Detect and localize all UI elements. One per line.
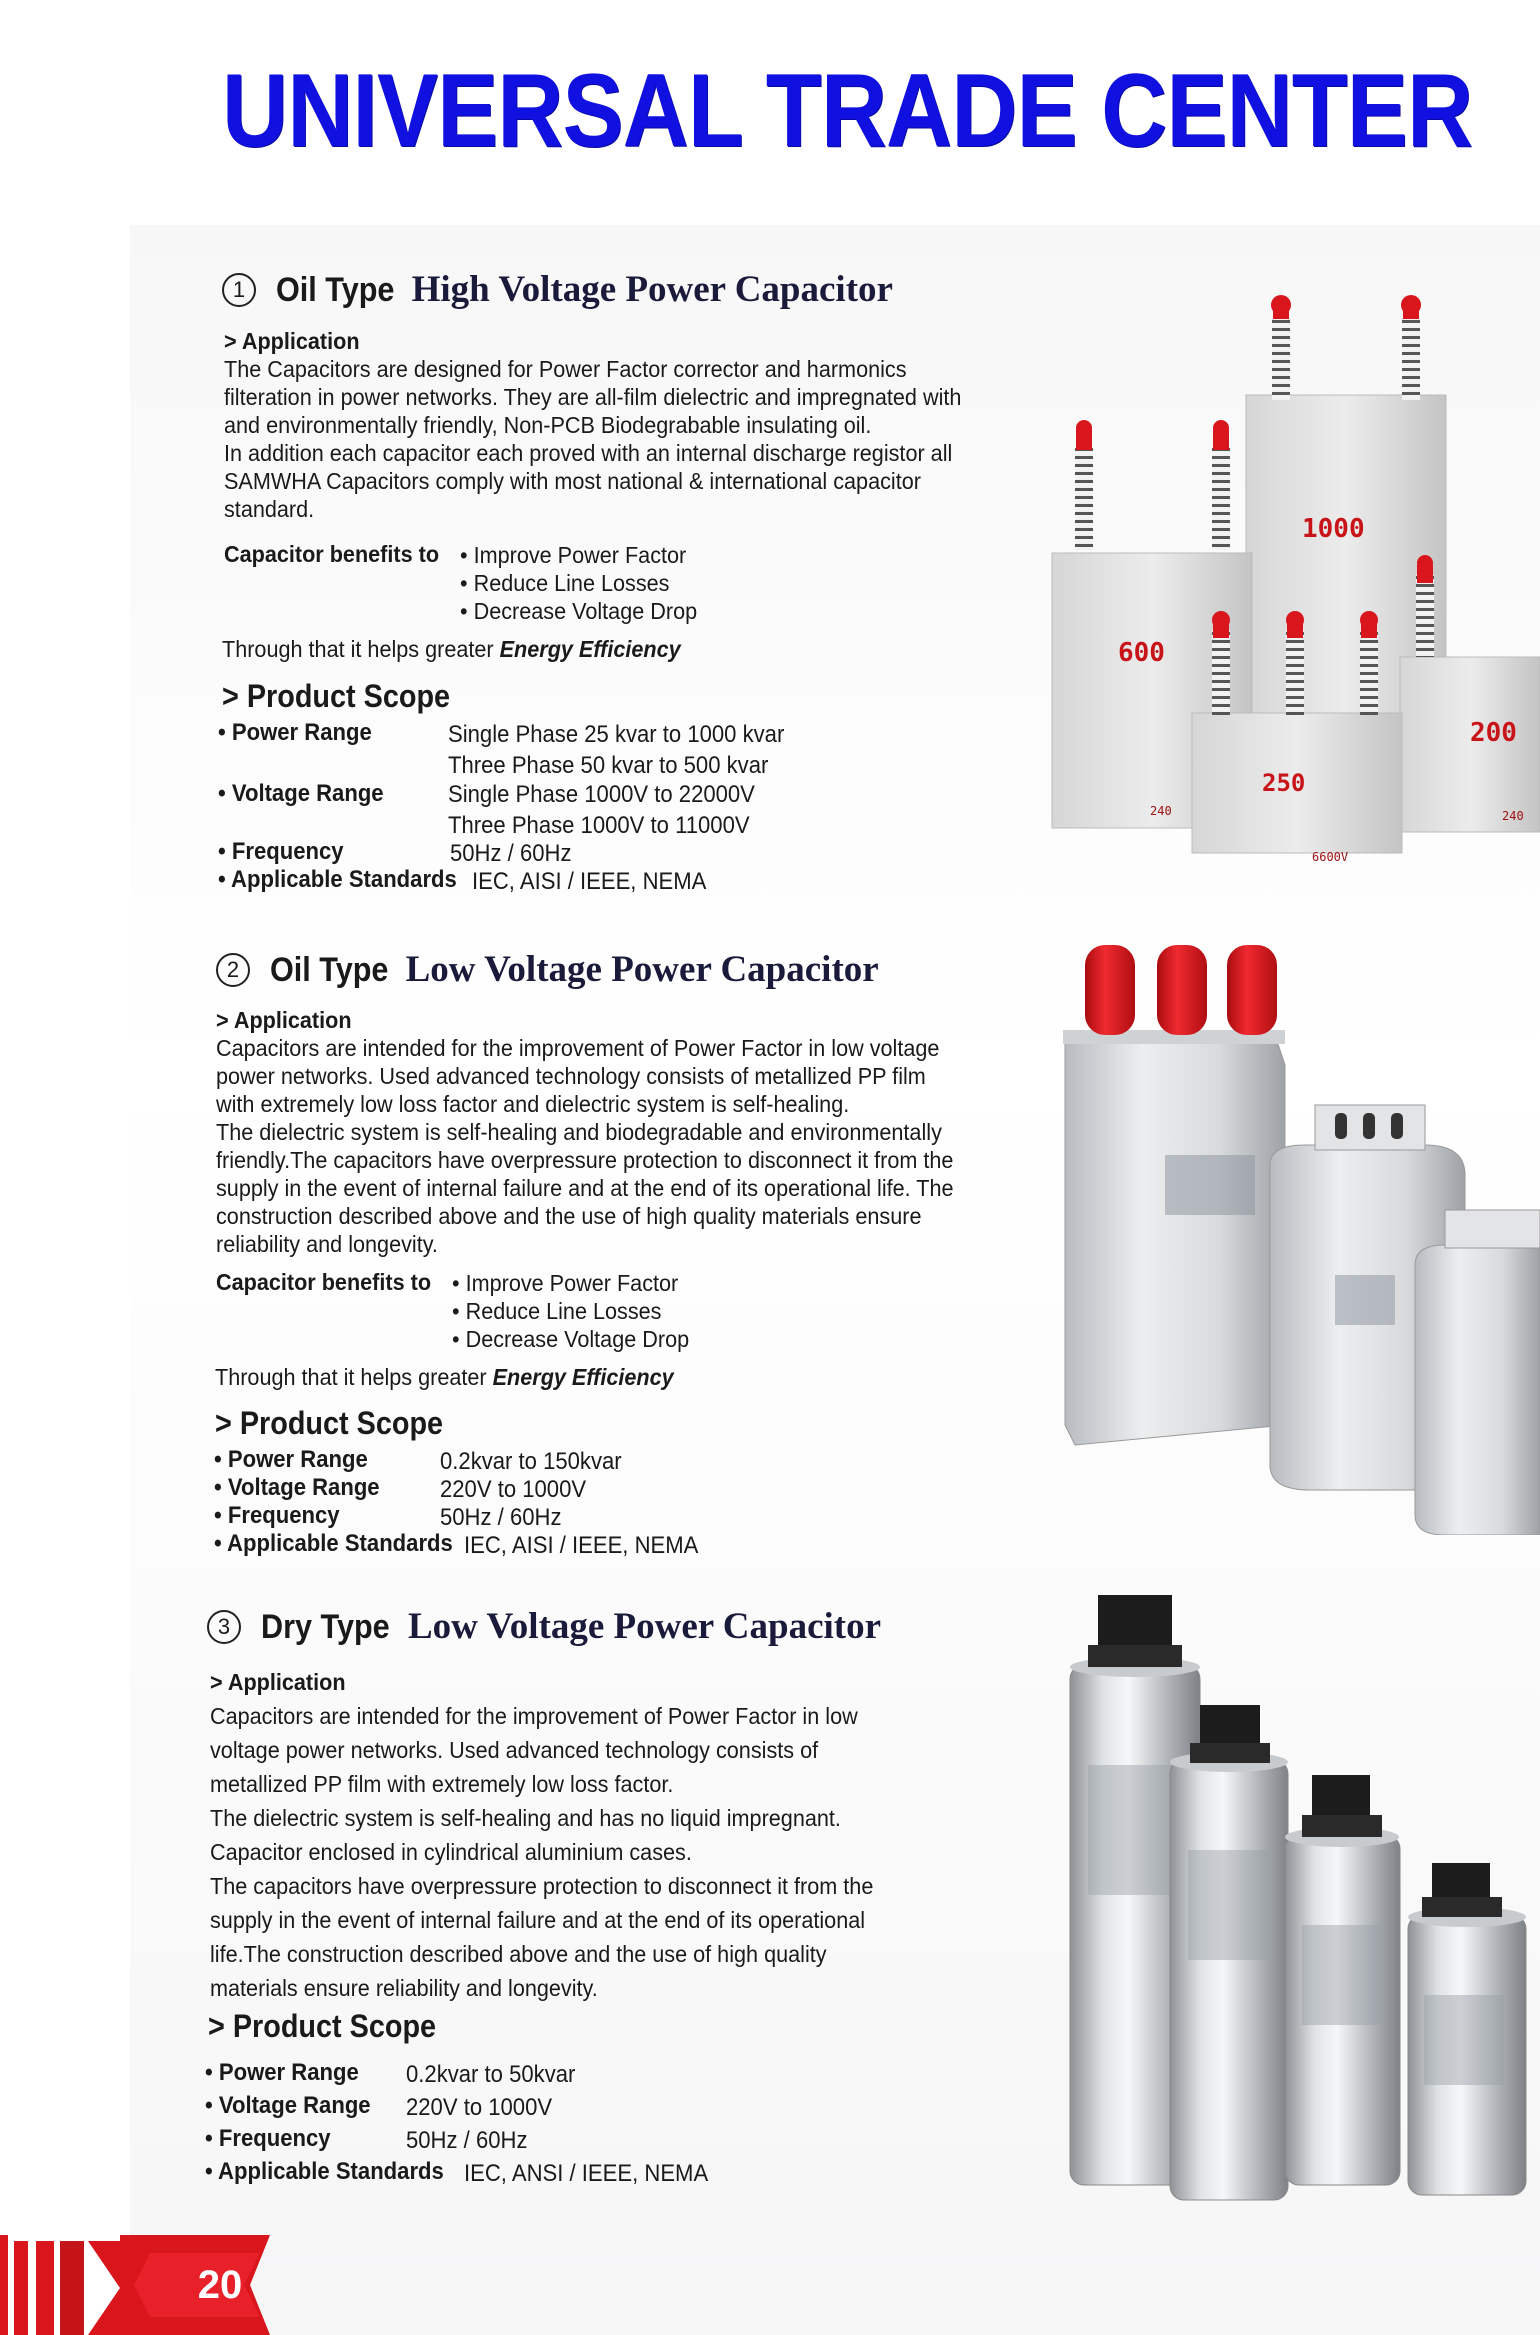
scope-value: Single Phase 1000V to 22000V (448, 781, 755, 808)
capacitor-label: 6600V (1312, 850, 1349, 864)
section-title: Low Voltage Power Capacitor (405, 949, 879, 990)
scope-value: IEC, AISI / IEEE, NEMA (472, 868, 707, 895)
capacitor-label: 240 (1502, 809, 1524, 823)
scope-row (214, 1502, 340, 1530)
scope-key: • Voltage Range (214, 1474, 380, 1501)
capacitor-label: 1000 (1302, 514, 1365, 544)
footer-stripes (0, 2235, 140, 2335)
application-line: reliability and longevity. (216, 1231, 438, 1257)
benefit-item: • Decrease Voltage Drop (460, 598, 698, 624)
section-number: 3 (207, 1610, 241, 1644)
scope-row (205, 2125, 331, 2153)
application-line: The capacitors have overpressure protection to disconnect it from the (210, 1873, 874, 1899)
efficiency-emphasis: Energy Efficiency (492, 1364, 674, 1390)
benefit-item: • Reduce Line Losses (460, 570, 670, 596)
application-line: filteration in power networks. They are all-film dielectric and impregnated with (224, 384, 962, 410)
brand-title: UNIVERSAL TRADE CENTER (222, 53, 1473, 169)
scope-row (214, 1474, 380, 1502)
scope-value: 50Hz / 60Hz (406, 2127, 528, 2154)
application-heading: > Application (224, 328, 360, 354)
section-title: High Voltage Power Capacitor (411, 269, 893, 310)
efficiency-text: Through that it helps greater (215, 1364, 487, 1390)
application-line: The dielectric system is self-healing and has no liquid impregnant. (210, 1805, 841, 1831)
scope-row (218, 866, 457, 894)
scope-value: Three Phase 50 kvar to 500 kvar (448, 752, 769, 779)
application-line: voltage power networks. Used advanced technology consists of (210, 1737, 819, 1763)
scope-row (218, 780, 384, 808)
scope-row (214, 1446, 368, 1474)
scope-key: • Applicable Standards (205, 2158, 444, 2185)
application-line: Capacitors are intended for the improvement of Power Factor in low voltage (216, 1035, 940, 1061)
scope-key: • Frequency (214, 1502, 340, 1529)
application-heading: > Application (210, 1669, 346, 1695)
hv-capacitor-photo (1040, 275, 1540, 875)
application-line: supply in the event of internal failure and at the end of its operational (210, 1907, 866, 1933)
scope-row (218, 838, 344, 866)
benefit-item: • Reduce Line Losses (452, 1298, 662, 1324)
application-line: The dielectric system is self-healing and biodegradable and environmentally (216, 1119, 942, 1145)
scope-value: 0.2kvar to 150kvar (440, 1448, 622, 1475)
scope-value: IEC, ANSI / IEEE, NEMA (464, 2160, 709, 2187)
scope-key: • Frequency (218, 838, 344, 865)
application-line: materials ensure reliability and longevity. (210, 1975, 598, 2001)
benefits-label: Capacitor benefits to (224, 541, 440, 567)
scope-value: 50Hz / 60Hz (450, 840, 572, 867)
page-number: 20 (197, 2263, 243, 2307)
application-line: Capacitor enclosed in cylindrical aluminium cases. (210, 1839, 692, 1865)
section-number: 1 (222, 273, 256, 307)
capacitor-label: 250 (1262, 769, 1306, 797)
application-line: and environmentally friendly, Non-PCB Biodegrabable insulating oil. (224, 412, 872, 438)
scope-value: 220V to 1000V (440, 1476, 587, 1503)
scope-value: Single Phase 25 kvar to 1000 kvar (448, 721, 785, 748)
section-type: Oil Type (276, 271, 395, 309)
scope-key: • Power Range (214, 1446, 368, 1473)
scope-row (214, 1530, 453, 1558)
benefit-item: • Improve Power Factor (452, 1270, 679, 1296)
lv-oil-capacitor-photo (1045, 935, 1540, 1535)
efficiency-text: Through that it helps greater (222, 636, 494, 662)
benefit-item: • Decrease Voltage Drop (452, 1326, 690, 1352)
section-heading (207, 1605, 881, 1648)
efficiency-emphasis: Energy Efficiency (499, 636, 681, 662)
scope-key: • Applicable Standards (218, 866, 457, 893)
application-line: life.The construction described above and the use of high quality (210, 1941, 827, 1967)
product-scope-heading: > Product Scope (215, 1405, 444, 1441)
scope-key: • Frequency (205, 2125, 331, 2152)
application-line: friendly.The capacitors have overpressure protection to disconnect it from the (216, 1147, 954, 1173)
application-line: SAMWHA Capacitors comply with most national & international capacitor (224, 468, 921, 494)
application-line: standard. (224, 496, 315, 522)
scope-value: 220V to 1000V (406, 2094, 553, 2121)
application-line: In addition each capacitor each proved with an internal discharge registor all (224, 440, 953, 466)
scope-key: • Applicable Standards (214, 1530, 453, 1557)
product-scope-heading: > Product Scope (208, 2008, 437, 2044)
scope-key: • Power Range (205, 2059, 359, 2086)
application-line: The Capacitors are designed for Power Factor corrector and harmonics (224, 356, 907, 382)
scope-value: 50Hz / 60Hz (440, 1504, 562, 1531)
application-heading: > Application (216, 1007, 352, 1033)
dry-capacitor-photo (1030, 1595, 1540, 2220)
efficiency-note (215, 1363, 674, 1391)
application-line: metallized PP film with extremely low loss factor. (210, 1771, 674, 1797)
scope-row (205, 2092, 371, 2120)
capacitor-label: 200 (1470, 718, 1517, 748)
product-scope-heading: > Product Scope (222, 678, 451, 714)
section-type: Dry Type (261, 1608, 390, 1646)
scope-key: • Voltage Range (205, 2092, 371, 2119)
scope-value: 0.2kvar to 50kvar (406, 2061, 576, 2088)
application-line: Capacitors are intended for the improvement of Power Factor in low (210, 1703, 858, 1729)
benefit-item: • Improve Power Factor (460, 542, 687, 568)
scope-key: • Voltage Range (218, 780, 384, 807)
application-line: with extremely low loss factor and dielectric system is self-healing. (216, 1091, 850, 1117)
section-type: Oil Type (270, 951, 389, 989)
application-line: supply in the event of internal failure and at the end of its operational life. The (216, 1175, 954, 1201)
application-line: construction described above and the use of high quality materials ensure (216, 1203, 922, 1229)
application-line: power networks. Used advanced technology consists of metallized PP film (216, 1063, 926, 1089)
capacitor-label: 240 (1150, 804, 1172, 818)
benefits-label: Capacitor benefits to (216, 1269, 432, 1295)
section-heading (216, 948, 879, 991)
scope-value: IEC, AISI / IEEE, NEMA (464, 1532, 699, 1559)
scope-row (205, 2059, 359, 2087)
scope-value: Three Phase 1000V to 11000V (448, 812, 750, 839)
section-heading (222, 268, 893, 311)
scope-row (218, 719, 372, 747)
efficiency-note (222, 635, 681, 663)
scope-row (205, 2158, 444, 2186)
section-number: 2 (216, 953, 250, 987)
section-title: Low Voltage Power Capacitor (407, 1606, 882, 1647)
capacitor-label: 600 (1118, 638, 1165, 668)
scope-key: • Power Range (218, 719, 372, 746)
